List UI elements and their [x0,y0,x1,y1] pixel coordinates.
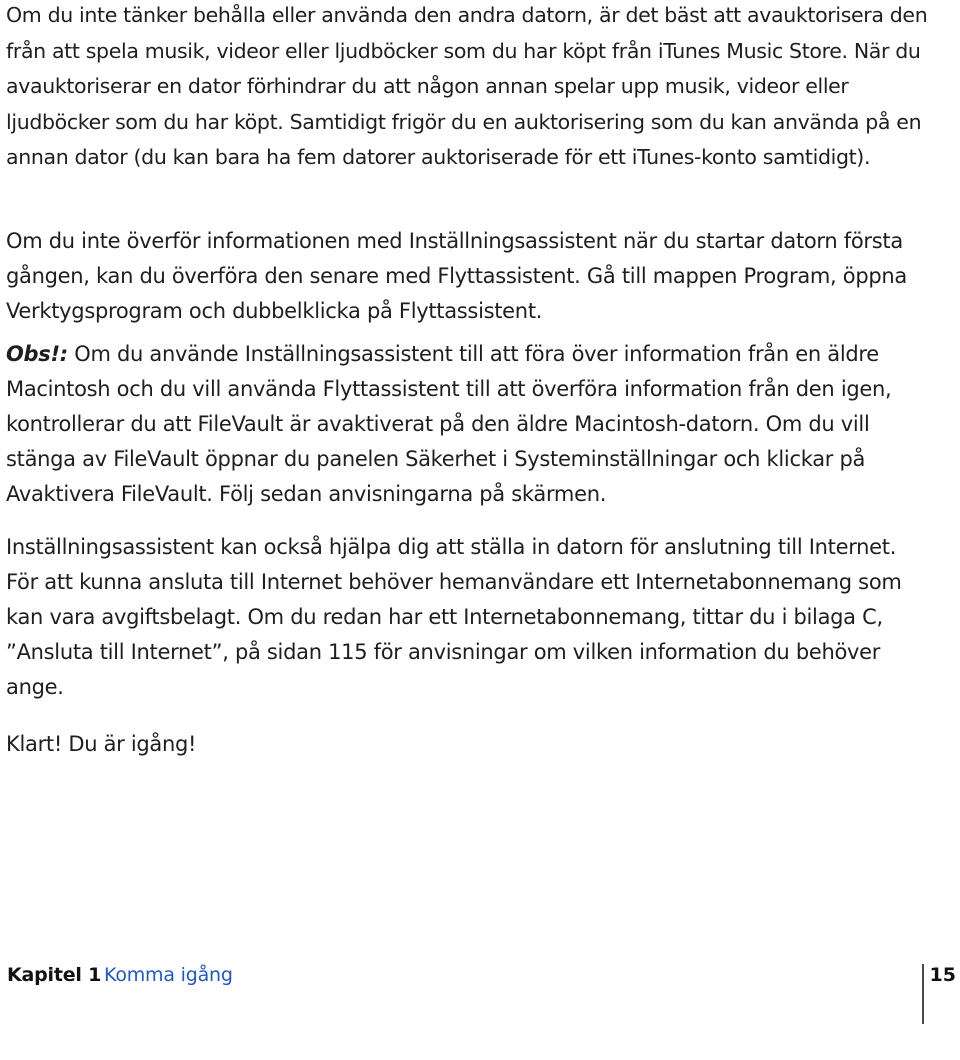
paragraph-migration-assistant: Om du inte överför informationen med Inställningsassistent när du startar datorn första gången, kan du överföra den senare med Flyttassistent. Gå till mappen Program, öppna Verktygsprogram och dubbelklicka på Flyttassistent. [6,229,907,323]
footer-divider [922,964,924,1024]
paragraph-deauthorize: Om du inte tänker behålla eller använda den andra datorn, är det bäst att avauktorisera den från att spela musik, videor eller ljudböcker som du har köpt från iTunes Music Store. När du avauktoriserar en dator förhindrar du att någon annan spelar upp musik, videor eller ljudböcker som du har köpt. Samtidigt frigör du en auktorisering som du kan använda på en annan dator (du kan bara ha fem datorer auktoriserade för ett iTunes-konto samtidigt). [6,3,928,169]
chapter-title-link[interactable]: Komma igång [104,964,233,986]
paragraph-note-filevault [6,337,906,512]
paragraph-done: Klart! Du är igång! [6,732,197,756]
chapter-label: Kapitel 1 [7,964,102,986]
page-number: 15 [929,964,956,986]
paragraph-internet-setup: Inställningsassistent kan också hjälpa dig att ställa in datorn för anslutning till Internet. För att kunna ansluta till Internet behöver hemanvändare ett Internetabonnemang som kan vara avgiftsbelagt. Om du redan har ett Internetabonnemang, tittar du i bilaga C, ”Ansluta till Internet”, på sidan 115 för anvisningar om vilken information du behöver ange. [6,535,902,699]
note-text: Om du använde Inställningsassistent till att föra över information från en äldre Macintosh och du vill använda Flyttassistent till att överföra information från den igen, kontrollerar du att FileVault är avaktiverat på den äldre Macintosh-datorn. Om du vill stänga av FileVault öppnar du panelen Säkerhet i Systeminställningar och klickar på Avaktivera FileVault. Följ sedan anvisningarna på skärmen. [6,342,892,506]
note-label: Obs!: [6,342,68,366]
